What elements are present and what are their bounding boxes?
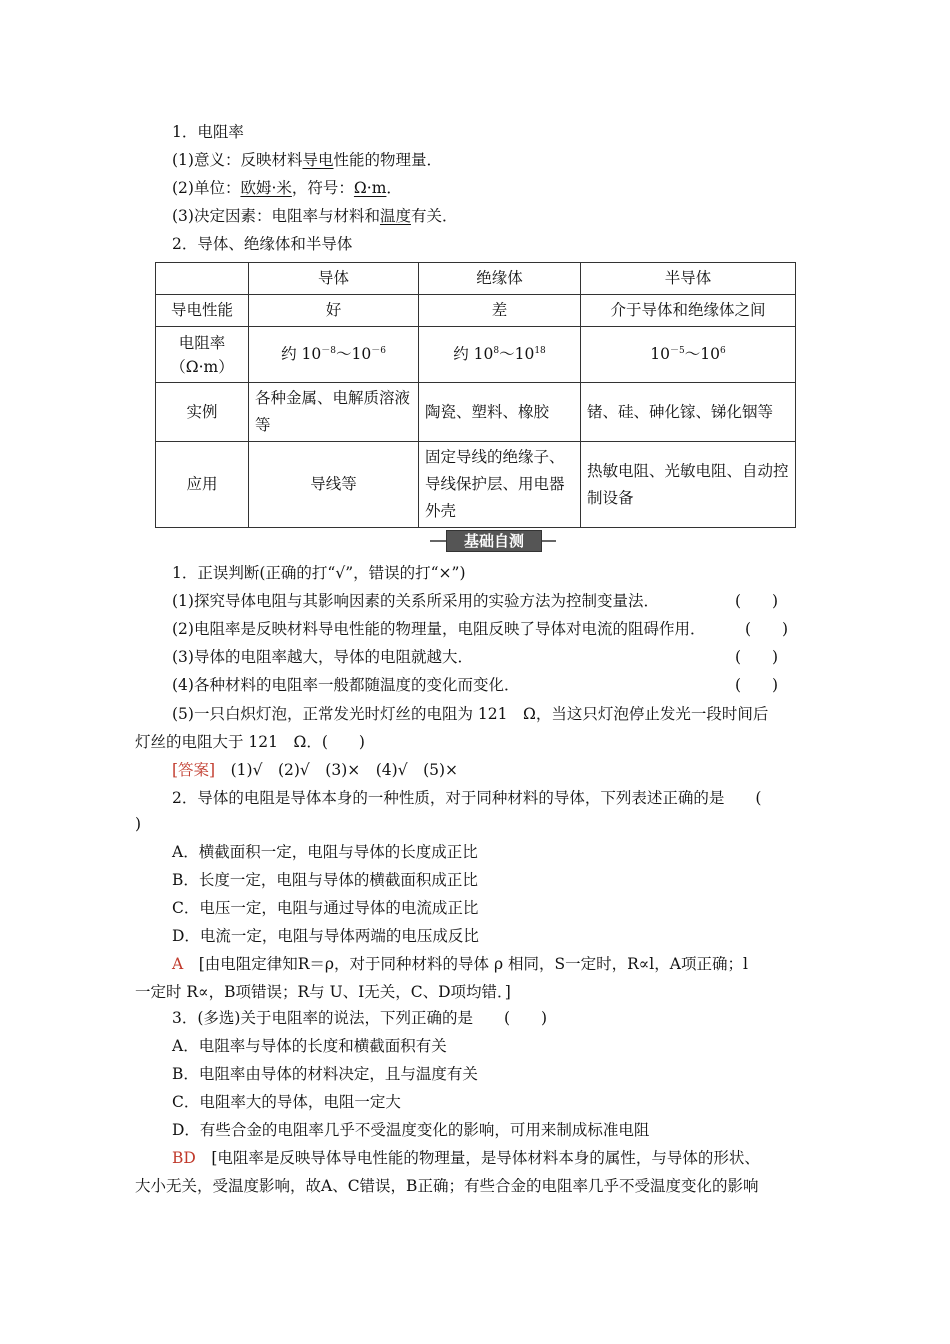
q2-option-c: C．电压一定，电阻与通过导体的电流成正比	[172, 899, 479, 917]
q1-item-4: (4)各种材料的电阻率一般都随温度的变化而变化．	[172, 676, 520, 694]
table-cell: 陶瓷、塑料、橡胶	[419, 383, 581, 442]
table-cell: 约 $10^{-8}\sim 10^{-6}$	[249, 327, 419, 383]
q1-stem: 1．正误判断(正确的打“√”，错误的打“×”)	[172, 564, 466, 582]
factor-line: (3)决定因素：电阻率与材料和温度有关．	[172, 207, 458, 225]
header-empty	[156, 263, 249, 295]
meaning-line: (1)意义：反映材料导电性能的物理量．	[172, 151, 442, 169]
q1-item-5-line2: 灯丝的电阻大于 121 Ω．( )	[135, 733, 365, 751]
q1-item-3: (3)导体的电阻率越大，导体的电阻就越大．	[172, 648, 473, 666]
q2-explanation-line1: A [由电阻定律知R＝ρ，对于同种材料的导体 ρ 相同，S一定时，R∝l，A项正确；l	[172, 955, 748, 973]
table-cell: 锗、硅、砷化镓、锑化铟等	[581, 383, 796, 442]
q1-item-5-line1: (5)一只白炽灯泡，正常发光时灯丝的电阻为 121 Ω，当这只灯泡停止发光一段时间后	[172, 705, 769, 723]
table-cell: 导线等	[249, 442, 419, 528]
q1-answer: [答案] (1)√ (2)√ (3)× (4)√ (5)×	[172, 761, 459, 779]
row-label: 实例	[156, 383, 249, 442]
table-row-examples	[156, 383, 796, 442]
q2-option-d: D．电流一定，电阻与导体两端的电压成反比	[172, 927, 479, 945]
row-label: 应用	[156, 442, 249, 528]
q2-stem-line1: 2．导体的电阻是导体本身的一种性质，对于同种材料的导体，下列表述正确的是 (	[172, 789, 762, 807]
row-label: 导电性能	[156, 295, 249, 327]
q1-answer-blank-2: ( )	[745, 620, 789, 638]
self-test-banner	[430, 530, 556, 552]
table-cell: 好	[249, 295, 419, 327]
q3-option-c: C．电阻率大的导体，电阻一定大	[172, 1093, 401, 1111]
q2-stem-line2: )	[135, 815, 142, 833]
material-comparison-table	[155, 262, 796, 528]
q1-answer-blank-4: ( )	[735, 676, 779, 694]
table-header-row	[156, 263, 796, 295]
q2-option-a: A．横截面积一定，电阻与导体的长度成正比	[172, 843, 478, 861]
table-cell: 各种金属、电解质溶液等	[249, 383, 419, 442]
table-cell: $10^{-5}\sim 10^6$	[581, 327, 796, 383]
q1-answer-blank-3: ( )	[735, 648, 779, 666]
table-cell: 固定导线的绝缘子、导线保护层、用电器外壳	[419, 442, 581, 528]
q2-option-b: B．长度一定，电阻与导体的横截面积成正比	[172, 871, 478, 889]
q3-explanation-line1: BD [电阻率是反映导体导电性能的物理量，是导体材料本身的属性，与导体的形状、	[172, 1149, 760, 1167]
table-cell: 差	[419, 295, 581, 327]
row-label: 电阻率 （Ω·m）	[156, 327, 249, 383]
section-1-title: 1．电阻率	[172, 123, 244, 141]
q1-item-2: (2)电阻率是反映材料导电性能的物理量，电阻反映了导体对电流的阻碍作用．	[172, 620, 706, 638]
header-insulator: 绝缘体	[419, 263, 581, 295]
banner-rule-right	[542, 540, 556, 542]
q2-explanation-line2: 一定时 R∝，B项错误；R与 U、I无关，C、D项均错．]	[135, 983, 511, 1001]
table-cell: 约 $10^8\sim 10^{18}$	[419, 327, 581, 383]
table-row-conductivity	[156, 295, 796, 327]
table-row-resistivity	[156, 327, 796, 383]
unit-line: (2)单位：欧姆·米，符号：Ω·m．	[172, 179, 402, 197]
q3-option-a: A．电阻率与导体的长度和横截面积有关	[172, 1037, 447, 1055]
q3-stem: 3．(多选)关于电阻率的说法，下列正确的是 ( )	[172, 1009, 548, 1027]
section-2-title: 2．导体、绝缘体和半导体	[172, 235, 353, 253]
q3-option-b: B．电阻率由导体的材料决定，且与温度有关	[172, 1065, 478, 1083]
header-semiconductor: 半导体	[581, 263, 796, 295]
table-cell: 热敏电阻、光敏电阻、自动控制设备	[581, 442, 796, 528]
banner-label: 基础自测	[446, 530, 542, 552]
banner-rule-left	[430, 540, 446, 542]
q3-explanation-line2: 大小无关，受温度影响，故A、C错误，B正确；有些合金的电阻率几乎不受温度变化的影响	[135, 1177, 759, 1195]
q3-option-d: D．有些合金的电阻率几乎不受温度变化的影响，可用来制成标准电阻	[172, 1121, 650, 1139]
q1-item-1: (1)探究导体电阻与其影响因素的关系所采用的实验方法为控制变量法．	[172, 592, 659, 610]
q1-answer-blank-1: ( )	[735, 592, 779, 610]
table-cell: 介于导体和绝缘体之间	[581, 295, 796, 327]
table-row-applications	[156, 442, 796, 528]
header-conductor: 导体	[249, 263, 419, 295]
